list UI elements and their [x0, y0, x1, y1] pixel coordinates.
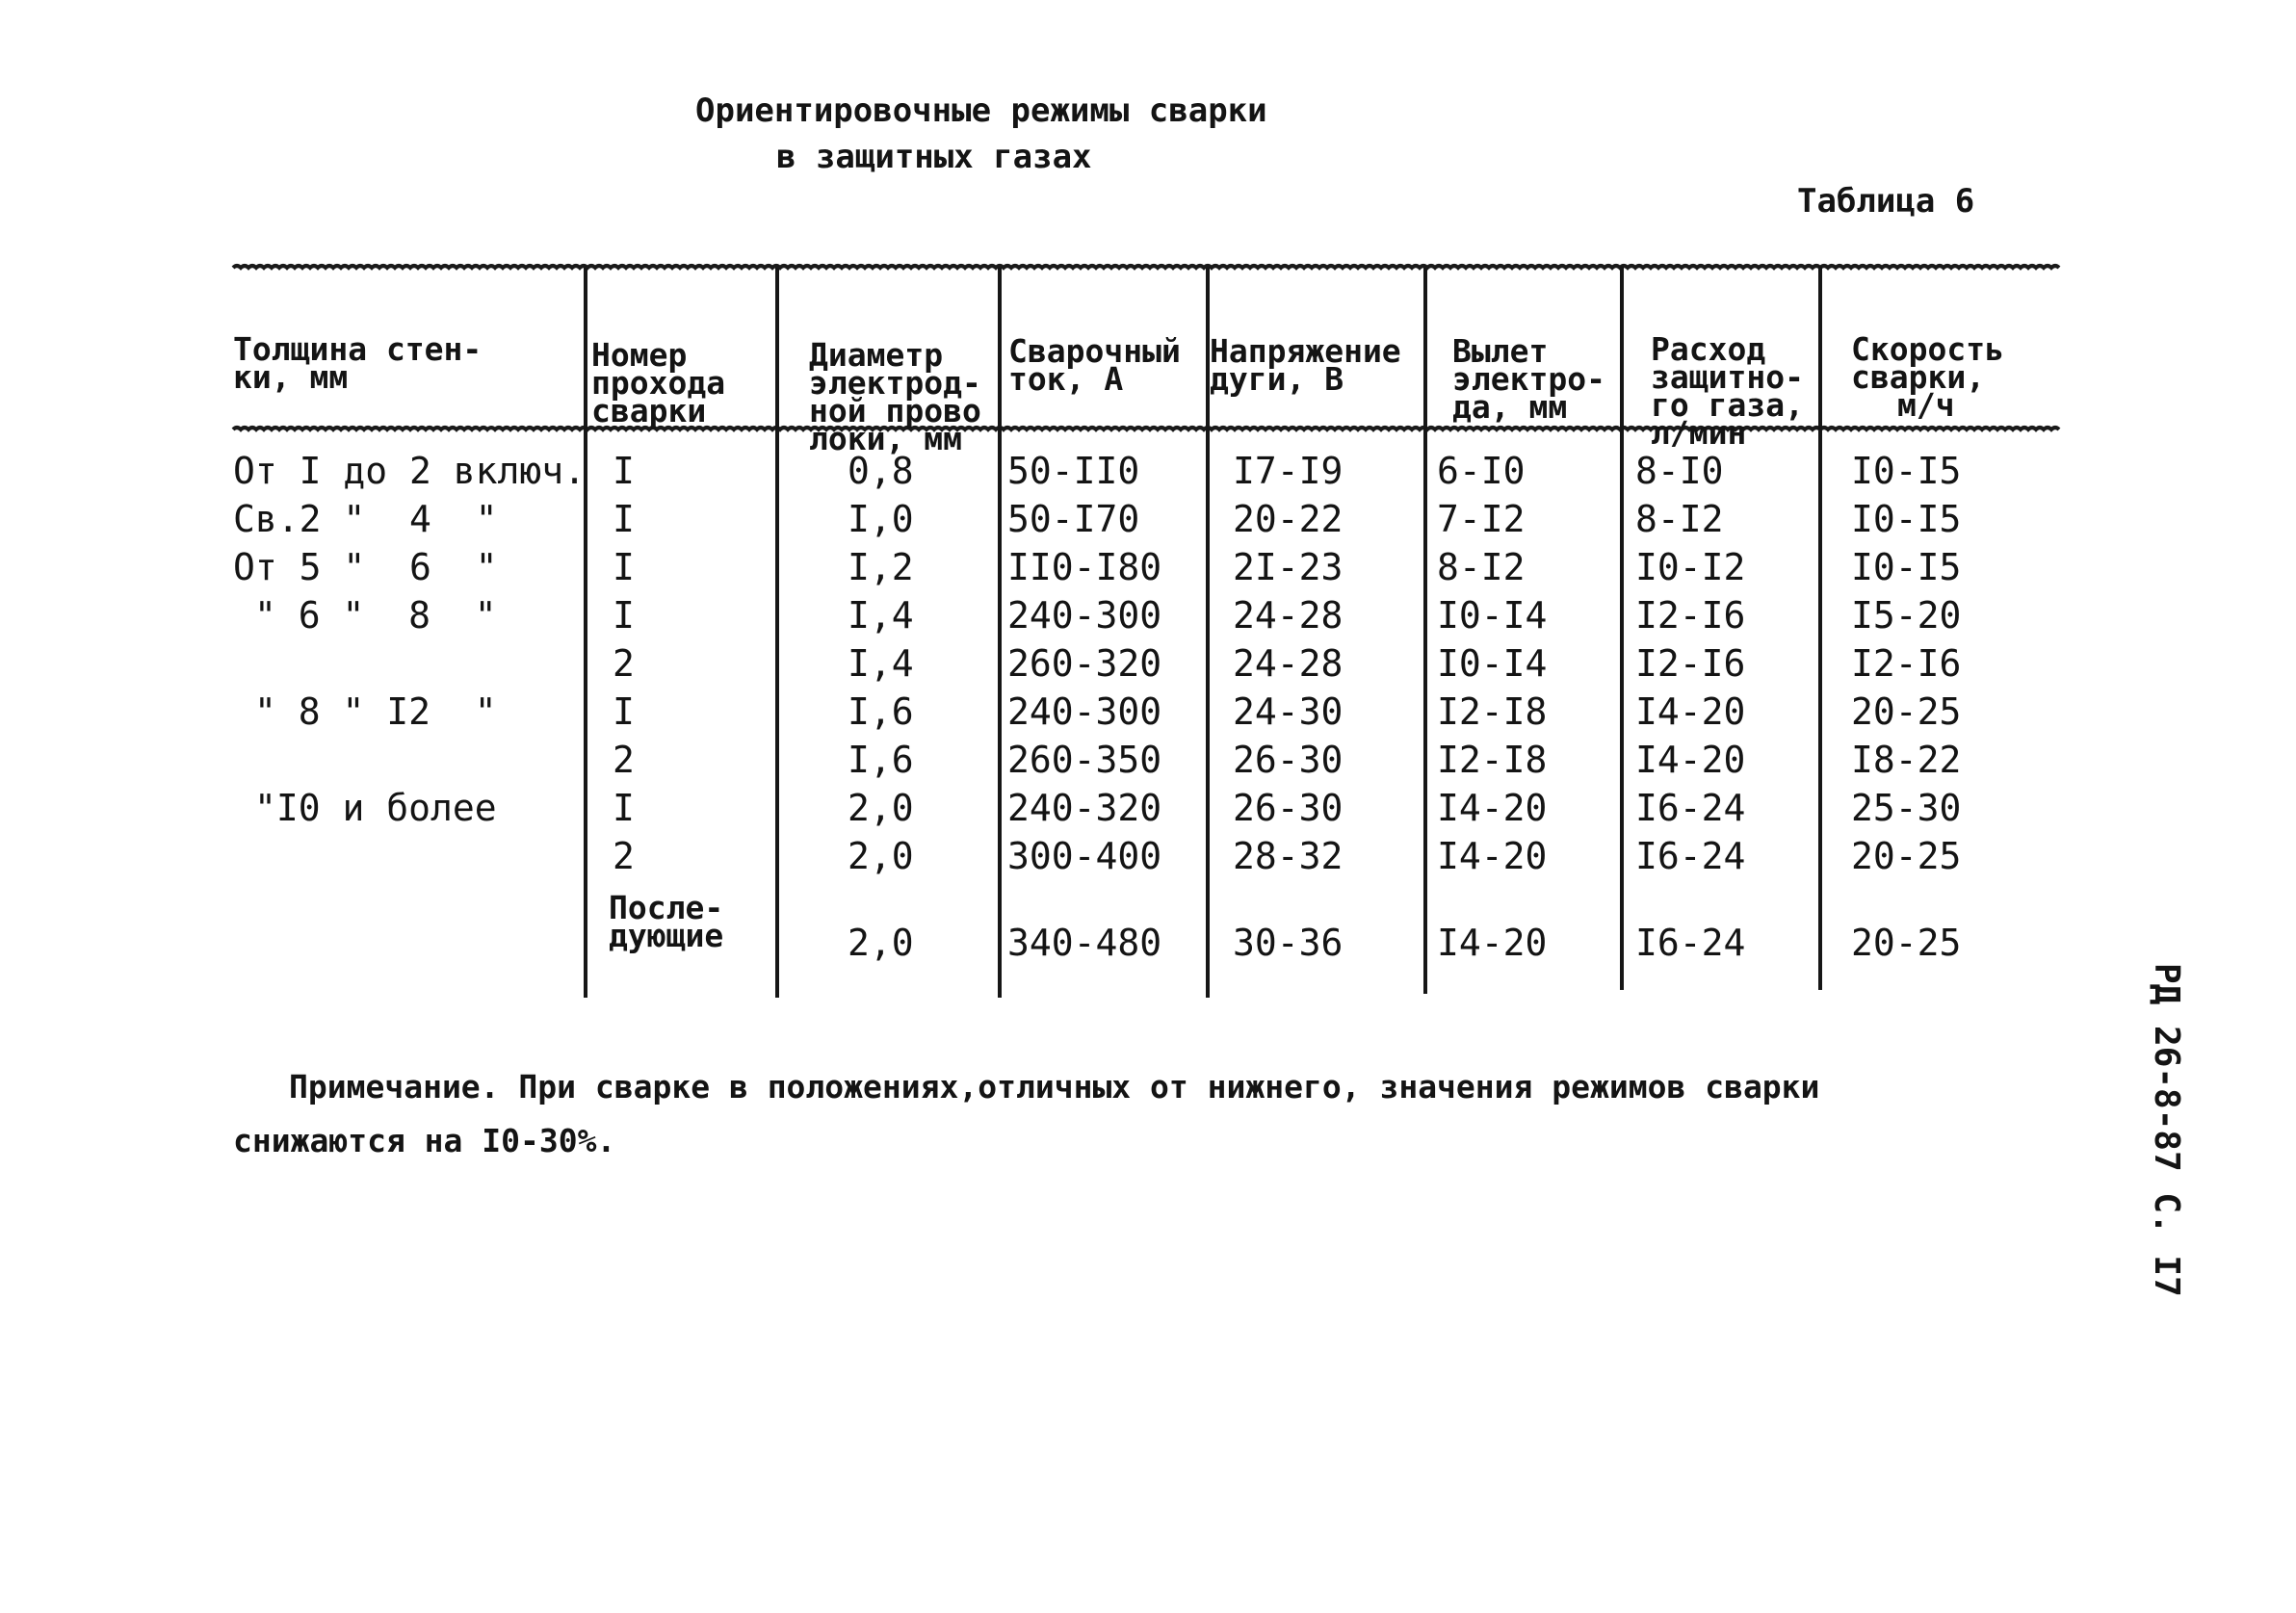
cell-stickout: 8-I2 — [1437, 546, 1526, 588]
header-arc-voltage: Напряжение дуги, В — [1210, 332, 1401, 398]
page-reference: РД 26-8-87 С. I7 — [2147, 963, 2186, 1297]
cell-current: 300-400 — [1007, 835, 1162, 877]
cell-gas: I2-I6 — [1635, 594, 1746, 637]
cell-stickout: I0-I4 — [1437, 642, 1548, 685]
cell-current: 240-300 — [1007, 594, 1162, 637]
cell-pass: I — [613, 787, 635, 829]
cell-voltage: I7-I9 — [1233, 450, 1344, 492]
cell-diameter: 2,0 — [848, 787, 914, 829]
cell-voltage: 24-28 — [1233, 642, 1344, 685]
header-welding-speed: Скорость сварки, м/ч — [1851, 330, 2004, 424]
column-divider — [775, 268, 779, 998]
cell-gas: I6-24 — [1635, 922, 1746, 964]
cell-gas: I6-24 — [1635, 835, 1746, 877]
table-number: Таблица 6 — [1797, 182, 1975, 221]
cell-thickness: " 8 " I2 " — [254, 690, 497, 733]
cell-speed: I0-I5 — [1851, 546, 1962, 588]
cell-pass: 2 — [613, 642, 635, 685]
cell-thickness: От I до 2 включ. — [233, 450, 587, 492]
cell-current: 260-320 — [1007, 642, 1162, 685]
cell-stickout: I4-20 — [1437, 835, 1548, 877]
note-line-2: снижаются на I0-30%. — [233, 1122, 616, 1159]
cell-gas: I4-20 — [1635, 739, 1746, 781]
cell-diameter: I,4 — [848, 642, 914, 685]
cell-stickout: I0-I4 — [1437, 594, 1548, 637]
cell-thickness: Св.2 " 4 " — [233, 498, 498, 540]
cell-diameter: 0,8 — [848, 450, 914, 492]
column-divider — [1423, 268, 1427, 994]
column-divider — [1620, 266, 1624, 990]
cell-gas: I2-I6 — [1635, 642, 1746, 685]
cell-current: 260-350 — [1007, 739, 1162, 781]
cell-current: 50-I70 — [1007, 498, 1140, 540]
cell-pass: 2 — [613, 739, 635, 781]
cell-stickout: I2-I8 — [1437, 690, 1548, 733]
cell-voltage: 2I-23 — [1233, 546, 1344, 588]
cell-diameter: I,0 — [848, 498, 914, 540]
cell-pass: I — [613, 690, 635, 733]
cell-stickout: 6-I0 — [1437, 450, 1526, 492]
cell-gas: I6-24 — [1635, 787, 1746, 829]
cell-speed: I2-I6 — [1851, 642, 1962, 685]
cell-speed: 20-25 — [1851, 922, 1962, 964]
cell-pass: I — [613, 594, 635, 637]
cell-stickout: I4-20 — [1437, 787, 1548, 829]
cell-voltage: 24-30 — [1233, 690, 1344, 733]
cell-gas: I4-20 — [1635, 690, 1746, 733]
cell-voltage: 24-28 — [1233, 594, 1344, 637]
cell-stickout: I4-20 — [1437, 922, 1548, 964]
column-divider — [1818, 266, 1822, 990]
table-top-rule — [0, 258, 2296, 277]
cell-speed: I0-I5 — [1851, 450, 1962, 492]
cell-pass: 2 — [613, 835, 635, 877]
column-divider — [998, 268, 1002, 998]
title-line-1: Ориентировочные режимы сварки — [695, 91, 1267, 130]
note-line-1: Примечание. При сварке в положениях,отличных от нижнего, значения режимов сварки — [289, 1068, 1820, 1106]
cell-voltage: 26-30 — [1233, 739, 1344, 781]
cell-current: II0-I80 — [1007, 546, 1162, 588]
cell-pass: После- дующие — [609, 889, 724, 954]
cell-diameter: 2,0 — [848, 835, 914, 877]
cell-current: 240-320 — [1007, 787, 1162, 829]
cell-voltage: 26-30 — [1233, 787, 1344, 829]
cell-diameter: I,2 — [848, 546, 914, 588]
cell-pass: I — [613, 498, 635, 540]
cell-gas: 8-I0 — [1635, 450, 1724, 492]
cell-pass: I — [613, 450, 635, 492]
cell-diameter: I,4 — [848, 594, 914, 637]
cell-thickness: От 5 " 6 " — [233, 546, 498, 588]
cell-current: 340-480 — [1007, 922, 1162, 964]
cell-thickness: "I0 и более — [254, 787, 497, 829]
cell-speed: I5-20 — [1851, 594, 1962, 637]
cell-speed: 20-25 — [1851, 835, 1962, 877]
column-divider — [584, 268, 587, 998]
cell-thickness: " 6 " 8 " — [254, 594, 497, 637]
cell-voltage: 28-32 — [1233, 835, 1344, 877]
cell-voltage: 30-36 — [1233, 922, 1344, 964]
cell-current: 50-II0 — [1007, 450, 1140, 492]
header-electrode-stickout: Вылет электро- да, мм — [1452, 332, 1605, 426]
header-welding-current: Сварочный ток, А — [1008, 332, 1181, 398]
cell-gas: 8-I2 — [1635, 498, 1724, 540]
cell-stickout: 7-I2 — [1437, 498, 1526, 540]
header-pass-number: Номер прохода сварки — [591, 336, 726, 429]
cell-gas: I0-I2 — [1635, 546, 1746, 588]
cell-pass: I — [613, 546, 635, 588]
cell-speed: 20-25 — [1851, 690, 1962, 733]
cell-current: 240-300 — [1007, 690, 1162, 733]
title-line-2: в защитных газах — [776, 138, 1092, 176]
header-thickness: Толщина стен- ки, мм — [233, 330, 483, 396]
cell-diameter: I,6 — [848, 739, 914, 781]
cell-diameter: I,6 — [848, 690, 914, 733]
cell-voltage: 20-22 — [1233, 498, 1344, 540]
header-wire-diameter: Диаметр электрод- ной прово локи, мм — [809, 336, 981, 457]
cell-speed: I8-22 — [1851, 739, 1962, 781]
cell-speed: 25-30 — [1851, 787, 1962, 829]
cell-speed: I0-I5 — [1851, 498, 1962, 540]
cell-diameter: 2,0 — [848, 922, 914, 964]
header-gas-flow: Расход защитно- го газа, л/мин — [1651, 330, 1804, 452]
cell-stickout: I2-I8 — [1437, 739, 1548, 781]
